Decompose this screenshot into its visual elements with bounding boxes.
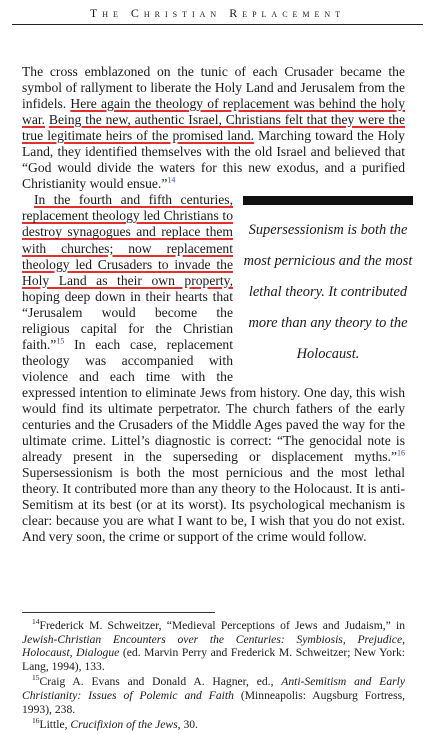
footnotes xyxy=(22,619,405,734)
footnote-text: Little, xyxy=(39,718,71,732)
footnote-title: Jewish-Christian Encounters over the Centuries: Symbiosis, Prejudice, Holocaust, Dialogue xyxy=(22,632,405,660)
pull-quote-text: Supersessionism is both the most pernicious and the most lethal theory. It contributed more than any theory to the Holocaust. xyxy=(243,222,413,363)
running-header xyxy=(0,0,435,26)
footnote-title: Crucifixion of the Jews xyxy=(70,718,178,732)
footnote-number: 14 xyxy=(32,617,40,627)
note-ref-14[interactable]: 14 xyxy=(167,175,176,185)
footnote-rule xyxy=(22,612,215,613)
footnote-text: , 30. xyxy=(177,718,198,732)
body-text-span: The cross emblazoned on the tunic of each Crusader became the symbol of rallyment to liberate the Holy Land and Jerusalem from the infidels. xyxy=(22,64,405,112)
footnote-14 xyxy=(22,619,405,673)
highlighted-sentence: In the fourth and fifth centuries, replacement theology led Christians to destroy synagogues and replace them with churches; now replacement theology led Crusaders to invade the Holy Land as their own property, xyxy=(22,192,233,288)
footnote-text: (ed. Marvin Perry and Frederick M. Schweitzer; New York: Lang, 1994), 133. xyxy=(22,646,405,673)
footnote-text: Craig A. Evans and Donald A. Hagner, ed., xyxy=(39,675,282,689)
body-text-span: Marching toward the Holy Land, they identified themselves with the old Israel and believed that “God would divide the waters for this new exodus, and a purified Christianity would ensue.” xyxy=(22,128,405,192)
footnote-text: Frederick M. Schweitzer, “Medieval Perceptions of Jews and Judaism,” in xyxy=(39,619,405,632)
pull-quote-bar xyxy=(243,196,413,205)
note-ref-15[interactable]: 15 xyxy=(56,336,65,346)
highlighted-sentence: Here again the theology of replacement was behind the holy war. xyxy=(22,96,405,128)
running-header-title: The Christian Replacement xyxy=(89,6,346,20)
body-text xyxy=(22,64,413,545)
pull-quote xyxy=(243,196,413,370)
body-text-span: hoping deep down in their hearts that “Jerusalem would become the religious capital for the Christian faith.” xyxy=(22,288,233,352)
footnote-title: Anti-Semitism and Early Christianity: Issues of Polemic and Faith xyxy=(22,675,405,702)
footnote-text: (Minneapolis: Augsburg Fortress, 1993), 238. xyxy=(22,688,405,716)
highlighted-sentence: Being the new, authentic Israel, Christians felt that they were the true legitimate heirs of the promised land. xyxy=(22,112,405,144)
footnote-16 xyxy=(22,718,405,732)
header-rule xyxy=(12,24,423,25)
body-text-span: In each case, replacement theology was accompanied with violence and each time with the expressed intention to eliminate Jews from history. One day, this wish would find its ultimate perpetrator. The church fathers of the early centuries and the Crusaders of the Middle Ages paved the way for the ultimate crime. Littel’s diagnostic is correct: “The genocidal note is already present in the superseding or displacement myths.” xyxy=(22,336,405,465)
body-text-span: Supersessionism is both the most pernicious and the most lethal theory. It contributed more than any theory to the Holocaust. It is anti-Semitism at its best (or at its worst). Its psychological mechanism is clear: because you are what I want to be, I wish that you do not exist. And very soon, the crime or support of the crime would follow. xyxy=(22,465,405,545)
body-paragraph xyxy=(22,64,405,192)
footnote-15 xyxy=(22,675,405,716)
footnote-number: 16 xyxy=(32,716,40,726)
footnote-number: 15 xyxy=(32,673,40,683)
note-ref-16[interactable]: 16 xyxy=(397,448,405,458)
